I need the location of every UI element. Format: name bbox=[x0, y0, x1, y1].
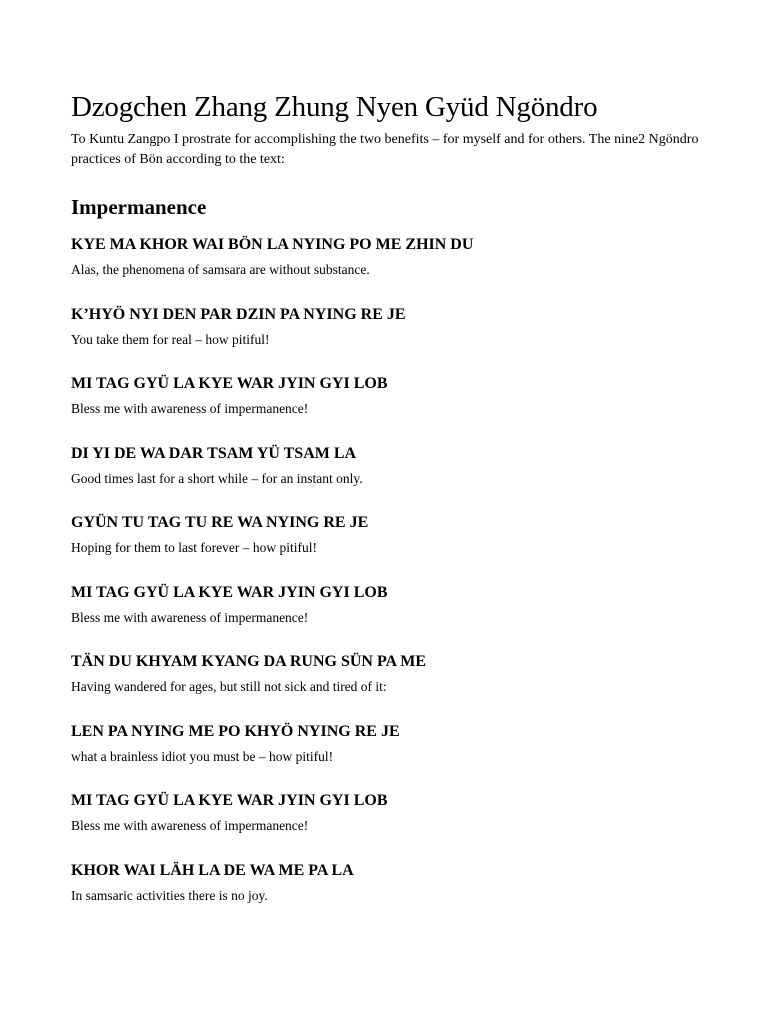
section-title: Impermanence bbox=[71, 195, 207, 219]
verse-translation: what a brainless idiot you must be – how pitiful! bbox=[71, 748, 334, 764]
verse-item bbox=[71, 786, 711, 856]
document-page bbox=[71, 88, 711, 925]
intro-paragraph: To Kuntu Zangpo I prostrate for accomplishing the two benefits – for myself and for others. The nine2 Ngöndro practices of Bön according to the text: bbox=[71, 132, 699, 167]
verse-translation: Bless me with awareness of impermanence! bbox=[71, 401, 309, 416]
verse-translation: Hoping for them to last forever – how pitiful! bbox=[71, 540, 317, 555]
verse-item bbox=[71, 369, 711, 439]
verse-translation: You take them for real – how pitiful! bbox=[71, 331, 270, 347]
verse-tibetan-line: MI TAG GYÜ LA KYE WAR JYIN GYI LOB bbox=[71, 375, 388, 392]
verse-tibetan-line: GYÜN TU TAG TU RE WA NYING RE JE bbox=[71, 514, 369, 531]
verse-item bbox=[71, 856, 711, 926]
verse-tibetan-line: LEN PA NYING ME PO KHYÖ NYING RE JE bbox=[71, 722, 400, 740]
verse-item bbox=[71, 230, 711, 300]
verse-tibetan-line: DI YI DE WA DAR TSAM YÜ TSAM LA bbox=[71, 444, 357, 462]
verse-item bbox=[71, 300, 711, 370]
verse-tibetan-line: K’HYÖ NYI DEN PAR DZIN PA NYING RE JE bbox=[71, 305, 406, 323]
verse-translation: Bless me with awareness of impermanence! bbox=[71, 609, 309, 625]
verse-list bbox=[71, 230, 711, 925]
verse-tibetan-line: TÄN DU KHYAM KYANG DA RUNG SÜN PA ME bbox=[71, 653, 426, 670]
document-title: Dzogchen Zhang Zhung Nyen Gyüd Ngöndro bbox=[71, 91, 598, 123]
verse-translation: Having wandered for ages, but still not sick and tired of it: bbox=[71, 679, 387, 694]
verse-translation: Good times last for a short while – for an instant only. bbox=[71, 470, 363, 486]
verse-tibetan-line: MI TAG GYÜ LA KYE WAR JYIN GYI LOB bbox=[71, 583, 388, 601]
verse-tibetan-line: KYE MA KHOR WAI BÖN LA NYING PO ME ZHIN DU bbox=[71, 236, 474, 253]
verse-tibetan-line: KHOR WAI LÄH LA DE WA ME PA LA bbox=[71, 861, 354, 879]
verse-item bbox=[71, 508, 711, 578]
verse-item bbox=[71, 717, 711, 787]
verse-item bbox=[71, 439, 711, 509]
verse-item bbox=[71, 578, 711, 648]
verse-translation: Bless me with awareness of impermanence! bbox=[71, 818, 309, 833]
verse-translation: In samsaric activities there is no joy. bbox=[71, 887, 268, 903]
verse-translation: Alas, the phenomena of samsara are without substance. bbox=[71, 262, 370, 277]
verse-tibetan-line: MI TAG GYÜ LA KYE WAR JYIN GYI LOB bbox=[71, 792, 388, 809]
verse-item bbox=[71, 647, 711, 717]
